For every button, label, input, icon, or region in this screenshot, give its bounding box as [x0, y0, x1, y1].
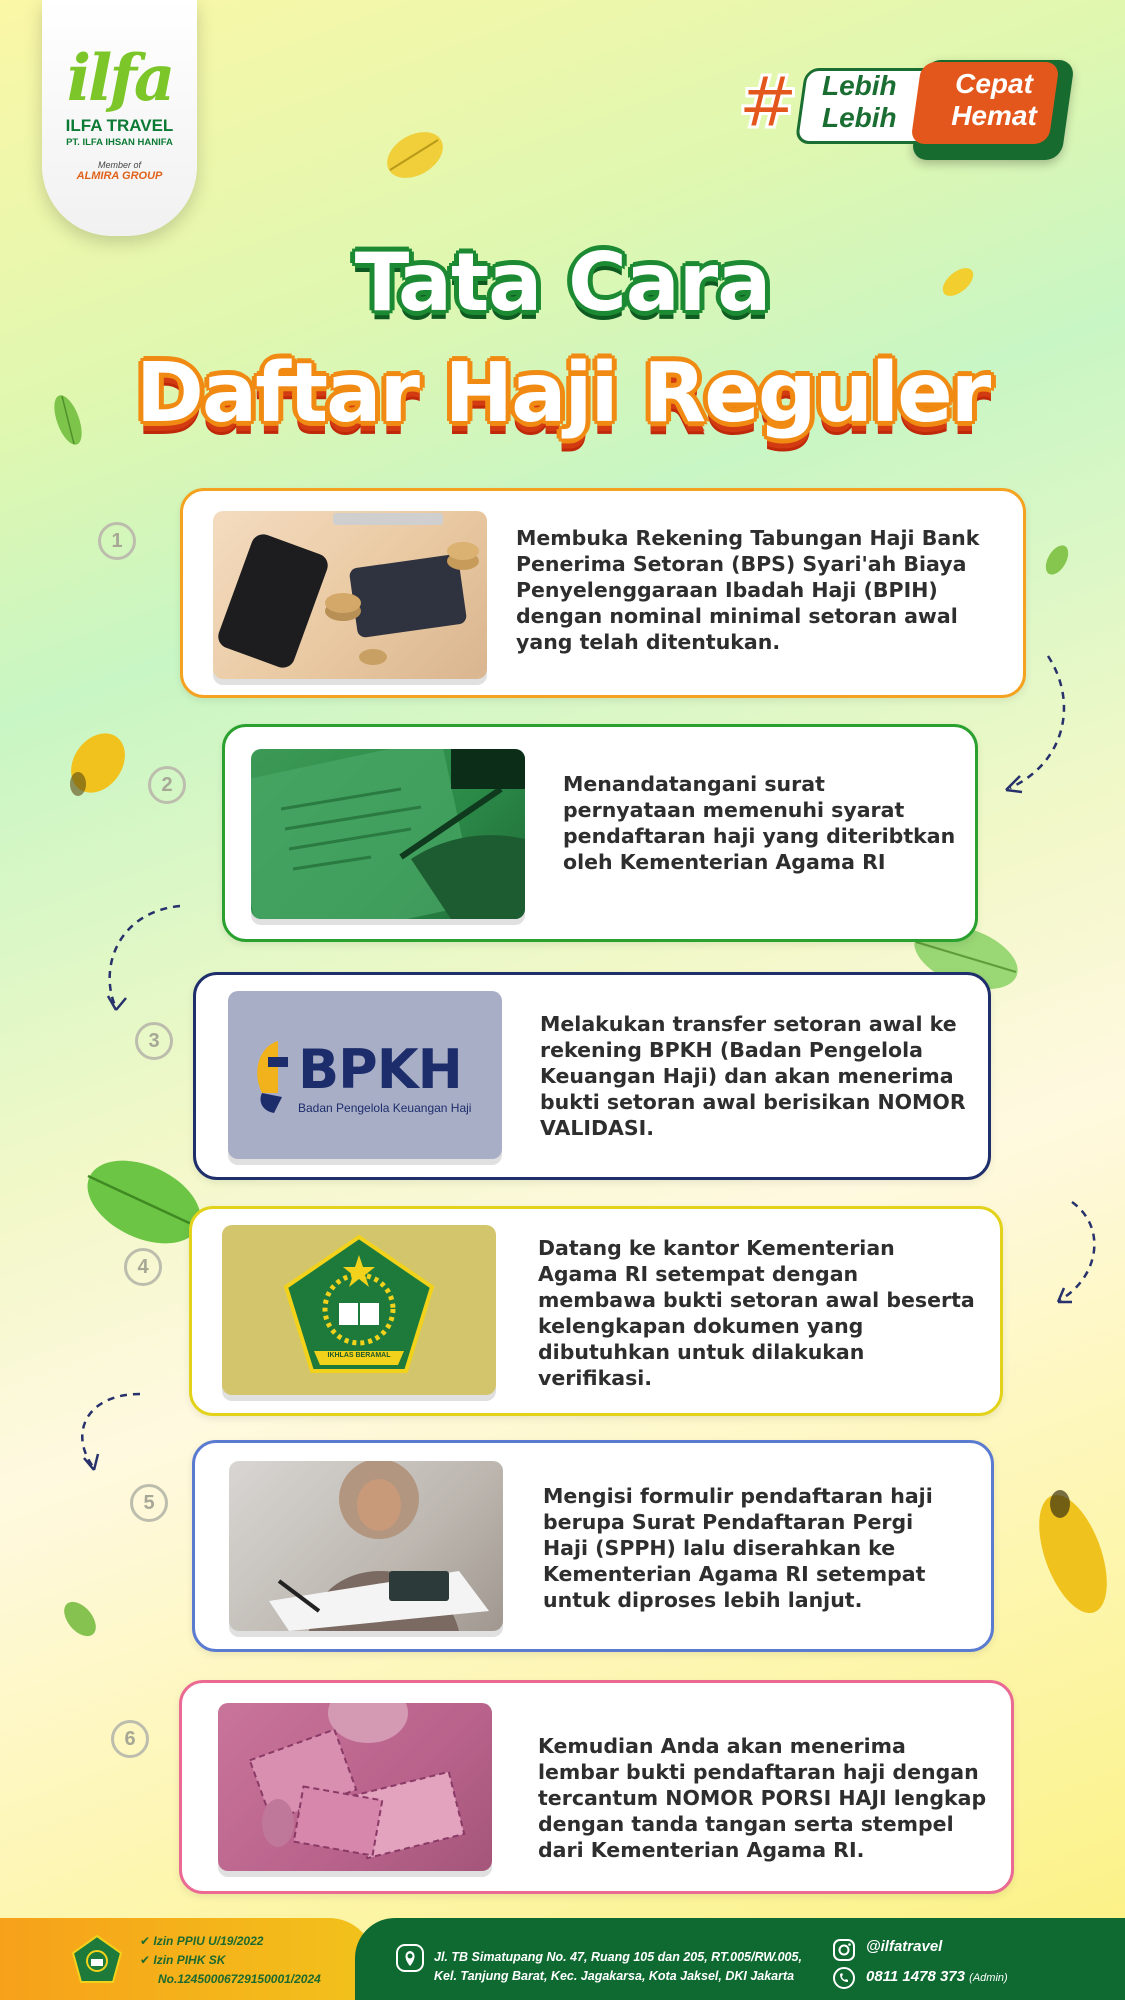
whatsapp-icon — [832, 1966, 856, 1990]
tagline-right-line2: Hemat — [951, 100, 1037, 131]
location-pin-icon — [396, 1944, 424, 1972]
dashed-arrow-icon — [1048, 1198, 1100, 1306]
woman-writing-photo — [229, 1461, 503, 1631]
step-5-number: 5 — [130, 1484, 168, 1522]
instagram-icon — [832, 1938, 856, 1962]
footer-permit-2-text: Izin PIHK SK — [153, 1953, 226, 1967]
footer-instagram-link[interactable]: @ilfatravel — [866, 1938, 943, 1955]
woman-writing-illustration — [229, 1461, 503, 1631]
step-2-text: Menandatangani surat pernyataan memenuhi syarat pendaftaran haji yang diteribtkan oleh Kementerian Agama RI — [563, 772, 956, 874]
brand-company: PT. ILFA IHSAN HANIFA — [66, 137, 173, 148]
kemenag-motto: IKHLAS BERAMAL — [327, 1352, 391, 1359]
step-6-number: 6 — [111, 1720, 149, 1758]
brand-name: ILFA TRAVEL — [65, 116, 174, 135]
green-leaf-icon — [1040, 540, 1074, 580]
kemenag-emblem-icon — [70, 1933, 124, 1987]
footer-phone-link[interactable] — [866, 1968, 1008, 1985]
phone-coins-illustration — [213, 511, 487, 679]
brand-group: ALMIRA GROUP — [76, 170, 163, 182]
footer-permit-2 — [140, 1953, 225, 1967]
step-2-number: 2 — [148, 766, 186, 804]
tagline-left-line1: Lebih — [822, 70, 897, 101]
step-3-text: Melakukan transfer setoran awal ke rekening BPKH (Badan Pengelola Keuangan Haji) dan akan menerima bukti setoran awal berisikan NOMOR VALIDASI. — [540, 1012, 966, 1140]
step-6-card — [179, 1680, 1014, 1894]
page-title-line1: Tata Cara — [354, 236, 771, 329]
footer-address — [434, 1948, 802, 1986]
brand-member-of: Member of — [97, 160, 141, 170]
check-icon: ✔ — [140, 1934, 154, 1948]
bpkh-emblem-icon — [248, 1037, 300, 1117]
tagline-right-line1: Cepat — [955, 68, 1033, 99]
step-1-text: Membuka Rekening Tabungan Haji Bank Penerima Setoran (BPS) Syari'ah Biaya Penyelenggaraan Ibadah Haji (BPIH) dengan nominal minimal setoran awal yang telah ditentukan. — [516, 526, 980, 654]
footer-phone-note: (Admin) — [969, 1972, 1008, 1984]
step-6-text: Kemudian Anda akan menerima lembar bukti pendaftaran haji dengan tercantum NOMOR PORSI HAJI lengkap dengan tanda tangan serta stempel dari Kementerian Agama RI. — [538, 1734, 987, 1862]
footer-address-line2: Kel. Tanjung Barat, Kec. Jagakarsa, Kota Jaksel, DKI Jakarta — [434, 1969, 795, 1983]
step-1-number: 1 — [98, 522, 136, 560]
step-4-text: Datang ke kantor Kementerian Agama RI setempat dengan membawa bukti setoran awal beserta kelengkapan dokumen yang dibutuhkan untuk dilakukan verifikasi. — [538, 1236, 975, 1390]
brand-logo-mark: ilfa — [66, 41, 173, 116]
yellow-leaf-icon — [380, 124, 450, 186]
page-title-line2: Daftar Haji Reguler — [135, 346, 990, 441]
woman-envelopes-photo — [218, 1703, 492, 1871]
yellow-leaf-icon — [58, 722, 138, 804]
brand-logo-card — [42, 0, 197, 236]
bpkh-acronym: BPKH — [298, 1038, 462, 1101]
tagline-right — [934, 68, 1054, 132]
tagline-left — [822, 70, 897, 134]
step-3-card — [193, 972, 991, 1180]
phone-coins-photo — [213, 511, 487, 679]
bpkh-logo — [228, 991, 502, 1159]
footer-phone: 0811 1478 373 — [866, 1968, 965, 1985]
step-5-text: Mengisi formulir pendaftaran haji berupa Surat Pendaftaran Pergi Haji (SPPH) lalu diserahkan ke Kementerian Agama RI setempat untuk diproses lebih lanjut. — [543, 1484, 933, 1612]
footer-permit-1 — [140, 1934, 263, 1948]
tagline-badge — [738, 56, 1076, 162]
footer-permit-1-text: Izin PPIU U/19/2022 — [153, 1934, 264, 1948]
woman-envelopes-illustration — [218, 1703, 492, 1871]
footer — [0, 1918, 1125, 2000]
footer-permit-3: No.12450006729150001/2024 — [158, 1972, 321, 1986]
check-icon: ✔ — [140, 1953, 154, 1967]
signing-document-illustration — [251, 749, 525, 919]
green-leaf-icon — [56, 1596, 104, 1642]
step-5-card — [192, 1440, 994, 1652]
step-2-card — [222, 724, 978, 942]
step-1-card — [180, 488, 1026, 698]
bpkh-full-name: Badan Pengelola Keuangan Haji — [298, 1101, 472, 1115]
yellow-leaf-icon — [1028, 1484, 1118, 1624]
tagline-left-line2: Lebih — [822, 102, 897, 133]
footer-address-line1: Jl. TB Simatupang No. 47, Ruang 105 dan 205, RT.005/RW.005, — [434, 1950, 802, 1964]
kemenag-emblem — [222, 1225, 496, 1395]
step-4-number: 4 — [124, 1248, 162, 1286]
kemenag-emblem-illustration — [222, 1225, 496, 1395]
step-3-number: 3 — [135, 1022, 173, 1060]
step-4-card — [189, 1206, 1003, 1416]
dashed-arrow-icon — [66, 1388, 144, 1474]
tagline-hash: # — [738, 60, 799, 144]
signing-document-photo — [251, 749, 525, 919]
dashed-arrow-icon — [98, 898, 184, 1014]
